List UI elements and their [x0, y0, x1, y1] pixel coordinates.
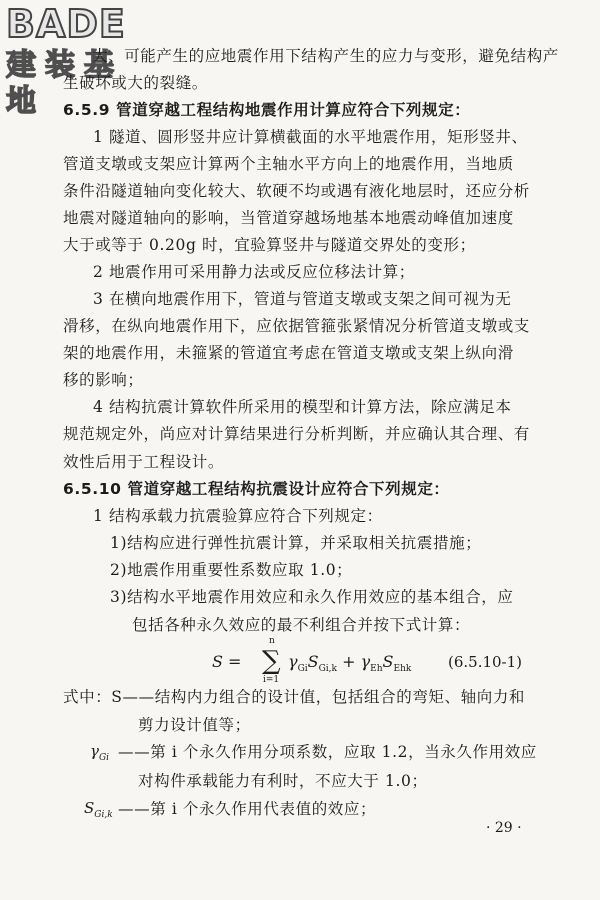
s-letter: S: [84, 799, 95, 817]
text-line: 滑移，在纵向地震作用下，应依据管箍张紧情况分析管道支墩或支: [63, 317, 530, 335]
s-ehk-sub: Ehk: [393, 664, 412, 675]
text-line: ——第 i 个永久作用代表值的效应；: [118, 800, 377, 818]
s-g-sub: Gi,k: [318, 664, 337, 675]
gamma-g-sub: Gi: [297, 664, 308, 675]
text-line: 条件沿隧道轴向变化较大、软硬不均或遇有液化地层时，还应分析: [63, 182, 530, 200]
s-ehk: S: [382, 652, 394, 671]
sum-upper-limit: n: [269, 636, 275, 646]
page-number: · 29 ·: [486, 820, 522, 836]
text-line: 3 在横向地震作用下，管道与管道支墩或支架之间可视为无: [93, 290, 512, 308]
gamma-g: γ: [288, 652, 298, 671]
formula-lhs: S =: [212, 652, 242, 671]
text-line: 4 结构抗震计算软件所采用的模型和计算方法，除应满足本: [93, 398, 512, 416]
text-line: 地震对隧道轴向的影响，当管道穿越场地基本地震动峰值加速度: [63, 209, 514, 227]
text-line: 2)地震作用重要性系数应取 1.0；: [110, 561, 353, 579]
text-line: 规范规定外，尚应对计算结果进行分析判断，并应确认其合理、有: [63, 425, 530, 443]
gamma-subscript: Gi: [98, 753, 110, 763]
gamma-eh: γ: [360, 652, 371, 671]
symbol-gamma-g: [90, 742, 109, 763]
clause-heading: 6.5.9 管道穿越工程结构地震作用计算应符合下列规定：: [63, 101, 471, 119]
text-line: 对构件承载能力有利时，不应大于 1.0；: [138, 772, 428, 790]
clause-heading: 6.5.10 管道穿越工程结构抗震设计应符合下列规定：: [63, 480, 450, 498]
logo-chinese: 建装基地: [6, 48, 123, 119]
text-line: 1 隧道、圆形竖井应计算横截面的水平地震作用，矩形竖井、: [93, 128, 528, 146]
text-line: 管道支墩或支架应计算两个主轴水平方向上的地震作用，当地质: [63, 155, 514, 173]
text-line: ——第 i 个永久作用分项系数，应取 1.2，当永久作用效应: [118, 743, 537, 761]
sigma-symbol: ∑: [262, 646, 281, 676]
text-line: 1)结构应进行弹性抗震计算，并采取相关抗震措施；: [110, 534, 482, 552]
text-line: 1 结构承载力抗震验算应符合下列规定：: [93, 507, 383, 525]
text-line: 移的影响；: [63, 371, 144, 389]
sum-lower-limit: i=1: [263, 675, 280, 685]
text-line: 2 地震作用可采用静力法或反应位移法计算；: [93, 263, 415, 281]
formula-terms: [288, 652, 411, 674]
text-line: 大于或等于 0.20g 时，宜验算竖井与隧道交界处的变形；: [63, 236, 476, 254]
gamma-letter: γ: [90, 742, 99, 760]
logo-wordmark: BADE: [6, 2, 126, 46]
text-line: 生破坏或大的裂缝。: [63, 74, 208, 92]
s-g: S: [307, 652, 319, 671]
text-line: 剪力设计值等；: [138, 716, 251, 734]
plus-sign: +: [342, 652, 356, 671]
text-line: 3)结构水平地震作用效应和永久作用效应的基本组合，应: [110, 588, 514, 606]
gamma-eh-sub: Eh: [370, 664, 383, 675]
text-line: 式中：S——结构内力组合的设计值，包括组合的弯矩、轴向力和: [63, 688, 526, 706]
text-line: 大、可能产生的应地震作用下结构产生的应力与变形，避免结构产: [92, 47, 559, 65]
text-line: 包括各种永久效应的最不利组合并按下式计算：: [132, 616, 471, 634]
s-subscript: Gi,k: [94, 810, 113, 820]
text-line: 架的地震作用，未箍紧的管道宜考虑在管道支墩或支架上纵向滑: [63, 344, 514, 362]
text-line: 效性后用于工程设计。: [63, 453, 225, 471]
equation-number: (6.5.10-1): [448, 653, 523, 671]
symbol-s-gk: [84, 799, 113, 820]
